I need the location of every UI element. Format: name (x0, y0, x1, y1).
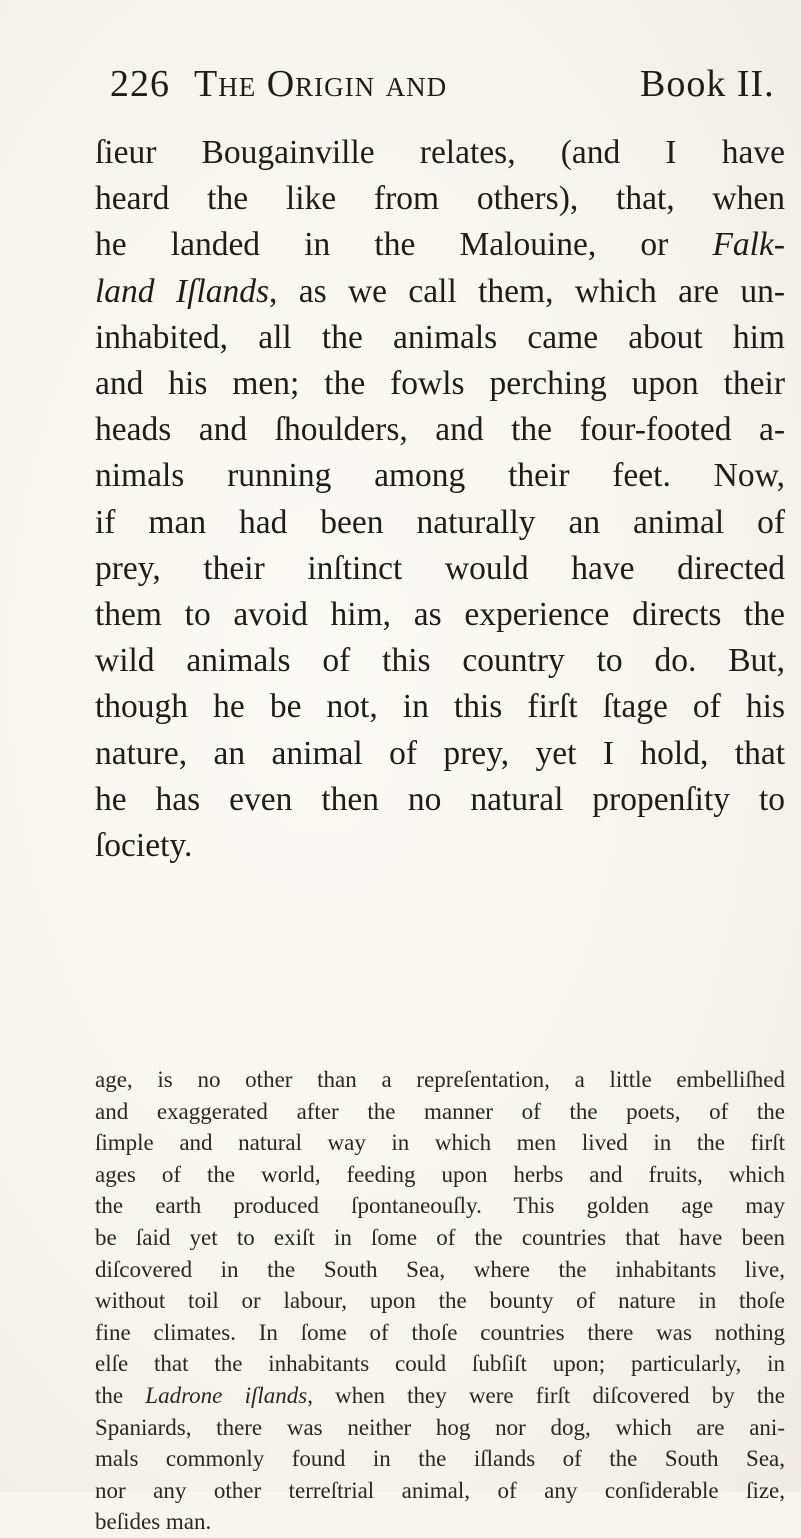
body-line: he landed in the Malouine, or Falk- (95, 226, 785, 264)
body-line: though he be not, in this firſt ſtage of his (95, 688, 785, 726)
book-reference: Book II. (640, 63, 775, 105)
footnote-line: ages of the world, feeding upon herbs and fruits, which (95, 1161, 785, 1187)
main-text (95, 130, 785, 869)
footnote-line: ſimple and natural way in which men lived in the firſt (95, 1130, 785, 1156)
footnote-line: fine climates. In ſome of thoſe countries there was nothing (95, 1319, 785, 1345)
footnote-line: be ſaid yet to exiſt in ſome of the countries that have been (95, 1224, 785, 1250)
footnote-line: diſcovered in the South Sea, where the inhabitants live, (95, 1256, 785, 1282)
body-line: nimals running among their feet. Now, (95, 457, 785, 495)
body-line: them to avoid him, as experience directs the (95, 596, 785, 634)
body-line: heads and ſhoulders, and the four-footed a- (95, 411, 785, 449)
footnote-line: age, is no other than a repreſentation, a little embelliſhed (95, 1067, 785, 1092)
footnote-line: Spaniards, there was neither hog nor dog, which are ani- (95, 1414, 785, 1440)
body-line: inhabited, all the animals came about him (95, 318, 785, 356)
footnote-line: nor any other terreſtrial animal, of any conſiderable ſize, (95, 1477, 785, 1503)
body-line: prey, their inſtinct would have directed (95, 549, 785, 587)
running-title: The Origin and (194, 63, 448, 105)
body-line: wild animals of this country to do. But, (95, 642, 785, 680)
footnote-line: the earth produced ſpontaneouſly. This golden age may (95, 1193, 785, 1219)
footnote-line: and exaggerated after the manner of the poets, of the (95, 1098, 785, 1124)
footnote-line: without toil or labour, upon the bounty of nature in thoſe (95, 1288, 785, 1314)
body-line: land Iſlands, as we call them, which are un- (95, 272, 785, 310)
footnote-line: elſe that the inhabitants could ſubſiſt upon; particularly, in (95, 1351, 785, 1377)
footnote-line: mals commonly found in the iſlands of the South Sea, (95, 1446, 785, 1472)
footnote-line: beſides man. (95, 1509, 212, 1535)
body-line: and his men; the fowls perching upon their (95, 365, 785, 403)
body-line: ſieur Bougainville relates, (and I have (95, 134, 785, 171)
footnote-line: the Ladrone iſlands, when they were firſt diſcovered by the (95, 1382, 785, 1408)
body-line: heard the like from others), that, when (95, 180, 785, 218)
body-line: ſociety. (95, 827, 193, 865)
running-header (110, 62, 790, 122)
page-number: 226 (110, 63, 170, 105)
body-line: nature, an animal of prey, yet I hold, that (95, 734, 785, 772)
footnote (95, 1064, 785, 1538)
body-line: if man had been naturally an animal of (95, 503, 785, 541)
body-line: he has even then no natural propenſity to (95, 780, 785, 818)
